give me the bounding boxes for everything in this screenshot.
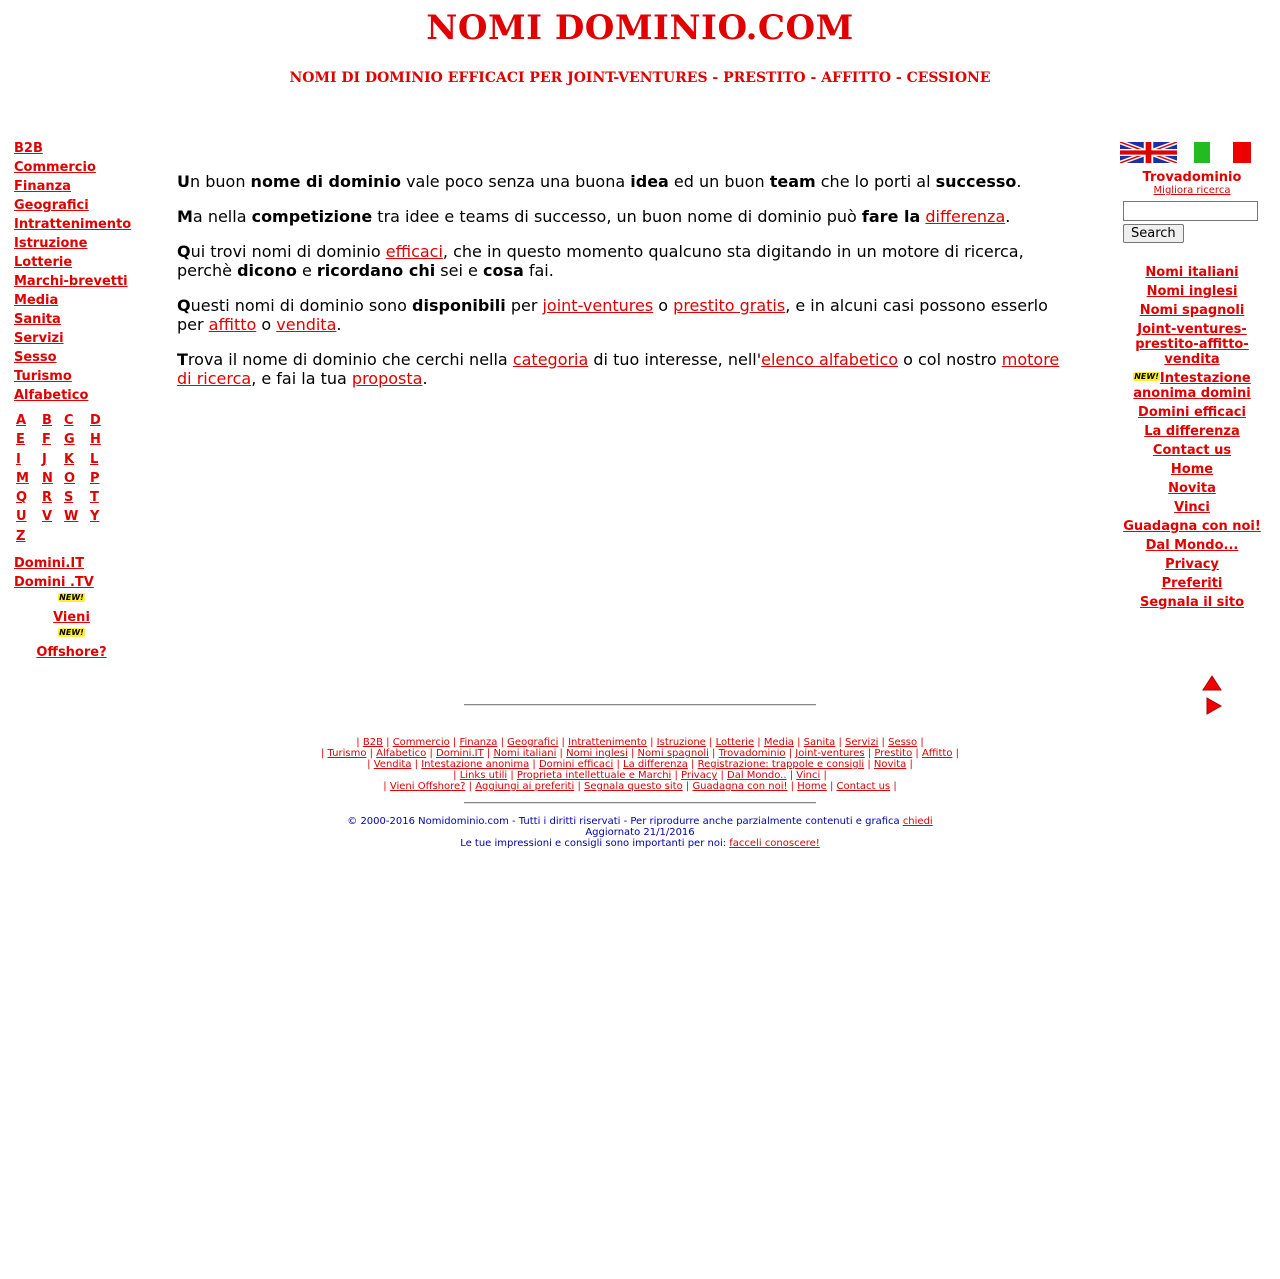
letter-link-h[interactable]: H — [90, 432, 101, 448]
letter-link-w[interactable]: W — [64, 509, 79, 525]
footer-copyright — [0, 816, 1280, 849]
site-subtitle: NOMI DI DOMINIO EFFICACI PER JOINT-VENTURES - PRESTITO - AFFITTO - CESSIONE — [289, 70, 991, 86]
footer-link-registrazione-trappole-e-consigli[interactable]: Registrazione: trappole e consigli — [697, 759, 865, 770]
sidebar-item-commercio[interactable]: Commercio — [14, 160, 96, 175]
intro-paragraph-1 — [177, 172, 1072, 191]
elenco-alfabetico-link[interactable]: elenco alfabetico — [761, 350, 899, 369]
right-nav-nomi-italiani[interactable]: Nomi italiani — [1145, 265, 1239, 280]
new-badge-icon: NEW! — [1134, 372, 1159, 381]
letter-link-m[interactable]: M — [16, 470, 29, 486]
footer-link-contact-us[interactable]: Contact us — [836, 781, 891, 792]
letter-link-j[interactable]: J — [42, 451, 47, 467]
sidebar-item-lotterie[interactable]: Lotterie — [14, 255, 73, 270]
footer-link-domini-efficaci[interactable]: Domini efficaci — [538, 759, 614, 770]
text: , e in alcuni casi possono esserlo per — [177, 296, 1048, 334]
italy-flag-red-icon[interactable] — [1233, 142, 1251, 163]
letter-link-y[interactable]: Y — [90, 509, 100, 525]
sidebar-item-sanita[interactable]: Sanita — [14, 312, 61, 327]
footer-link-turismo[interactable]: Turismo — [327, 748, 367, 759]
footer-link-aggiungi-ai-preferiti[interactable]: Aggiungi ai preferiti — [475, 781, 575, 792]
domini-it-link[interactable]: Domini.IT — [14, 556, 85, 572]
text: a nella — [192, 207, 252, 226]
vendita-link[interactable]: vendita — [276, 315, 337, 334]
footer-link-sesso[interactable]: Sesso — [888, 737, 918, 748]
domini-tv-link[interactable]: Domini .TV — [14, 575, 94, 591]
divider — [464, 704, 816, 706]
footer-row: | Links utili | Proprieta intellettuale e Marchi | Privacy | Dal Mondo.. | Vinci | — [453, 770, 827, 781]
text: o col nostro — [898, 350, 1002, 369]
text: o — [653, 296, 674, 315]
right-nav-domini-efficaci[interactable]: Domini efficaci — [1138, 405, 1246, 420]
text: fai. — [523, 261, 554, 280]
alphabet-index — [14, 411, 164, 546]
letter-link-f[interactable]: F — [42, 432, 51, 448]
letter-link-z[interactable]: Z — [16, 528, 26, 544]
right-nav-nomi-spagnoli[interactable]: Nomi spagnoli — [1139, 303, 1245, 318]
footer-row: | Vieni Offshore? | Aggiungi ai preferiti | Segnala questo sito | Guadagna con noi! | Home | Contact us | — [383, 781, 897, 792]
sidebar-item-servizi[interactable]: Servizi — [14, 331, 64, 346]
initial-letter: T — [177, 350, 188, 369]
right-nav-intestazione-anonima-domini[interactable] — [1118, 369, 1266, 403]
footer-link-trovadominio[interactable]: Trovadominio — [718, 748, 786, 759]
intro-paragraph-3 — [177, 242, 1072, 280]
footer-link-vieni-offshore[interactable]: Vieni Offshore? — [389, 781, 466, 792]
right-nav-la-differenza[interactable]: La differenza — [1144, 424, 1240, 439]
footer-link-finanza[interactable]: Finanza — [459, 737, 498, 748]
right-nav-novita[interactable]: Novita — [1168, 481, 1216, 496]
text: ui trovi nomi di dominio — [190, 242, 386, 261]
copyright-text: © 2000-2016 Nomidominio.com - Tutti i diritti riservati - Per riprodurre anche parzialmente contenuti e grafica — [347, 816, 903, 827]
footer-link-nomi-italiani[interactable]: Nomi italiani — [493, 748, 557, 759]
bold-text: cosa — [482, 261, 524, 280]
letter-link-s[interactable]: S — [64, 490, 74, 506]
sidebar-item-finanza[interactable]: Finanza — [14, 179, 71, 194]
footer-link-affitto[interactable]: Affitto — [921, 748, 953, 759]
updated-date: Aggiornato 21/1/2016 — [585, 827, 695, 838]
categoria-link[interactable]: categoria — [512, 350, 589, 369]
initial-letter: M — [177, 207, 193, 226]
letter-link-g[interactable]: G — [64, 432, 75, 448]
right-nav-guadagna-con-noi[interactable]: Guadagna con noi! — [1123, 519, 1261, 534]
bold-text: fare la — [861, 207, 921, 226]
text: ed un buon — [668, 172, 770, 191]
sidebar-item-istruzione[interactable]: Istruzione — [14, 236, 88, 251]
right-nav-contact-us[interactable]: Contact us — [1152, 443, 1232, 458]
right-nav-label: Intestazione anonima domini — [1133, 371, 1251, 401]
right-nav-privacy[interactable]: Privacy — [1165, 557, 1219, 572]
footer-link-prestito[interactable]: Prestito — [874, 748, 913, 759]
vieni-link[interactable]: Vieni — [53, 610, 90, 626]
footer-link-domini-it[interactable]: Domini.IT — [436, 748, 484, 759]
footer-link-guadagna-con-noi[interactable]: Guadagna con noi! — [692, 781, 788, 792]
right-nav-vinci[interactable]: Vinci — [1174, 500, 1210, 515]
bold-text: successo — [935, 172, 1017, 191]
text: per — [505, 296, 543, 315]
footer-link-sanita[interactable]: Sanita — [803, 737, 836, 748]
footer-link-home[interactable]: Home — [797, 781, 827, 792]
footer-link-b2b[interactable]: B2B — [362, 737, 383, 748]
efficaci-link[interactable]: efficaci — [385, 242, 443, 261]
letter-link-b[interactable]: B — [42, 413, 52, 428]
text: o — [256, 315, 277, 334]
left-extra-links — [14, 554, 164, 662]
bold-text: competizione — [251, 207, 373, 226]
footer-link-commercio[interactable]: Commercio — [392, 737, 450, 748]
arrow-right-icon[interactable] — [1206, 697, 1222, 715]
text: , che in questo momento qualcuno sta digitando in un motore di ricerca, perchè — [177, 242, 1024, 280]
footer-link-proprieta-intellettuale-e-marchi[interactable]: Proprieta intellettuale e Marchi — [516, 770, 672, 781]
text: . — [1005, 207, 1011, 226]
italy-flag-icon[interactable] — [1194, 142, 1210, 163]
left-sidebar — [14, 139, 164, 662]
footer-link-intestazione-anonima[interactable]: Intestazione anonima — [421, 759, 530, 770]
new-badge-icon: NEW! — [59, 628, 84, 638]
search-button[interactable]: Search — [1123, 224, 1184, 243]
initial-letter: Q — [177, 242, 191, 261]
text: tra idee e teams di successo, un buon nome di dominio può — [372, 207, 862, 226]
letter-link-i[interactable]: I — [16, 451, 21, 467]
trovadominio-title: Trovadominio — [1142, 170, 1242, 185]
text: sei e — [435, 261, 483, 280]
bold-text: idea — [630, 172, 669, 191]
sidebar-item-geografici[interactable]: Geografici — [14, 198, 89, 213]
text: e — [296, 261, 317, 280]
footer-link-joint-ventures[interactable]: Joint-ventures — [795, 748, 865, 759]
text: n buon — [190, 172, 251, 191]
footer-link-vendita[interactable]: Vendita — [373, 759, 412, 770]
letter-link-v[interactable]: V — [42, 509, 53, 525]
offshore-promo — [14, 592, 129, 662]
text: rova il nome di dominio che cerchi nella — [187, 350, 513, 369]
text: che lo porti al — [815, 172, 936, 191]
feedback-text: Le tue impressioni e consigli sono importanti per noi: — [460, 838, 730, 849]
footer-row: | B2B | Commercio | Finanza | Geografici | Intrattenimento | Istruzione | Lotterie | Media | Sanita | Servizi | Sesso | — [356, 737, 924, 748]
letter-link-q[interactable]: Q — [16, 490, 28, 506]
migliora-ricerca-link[interactable]: Migliora ricerca — [1153, 185, 1231, 196]
footer-link-novita[interactable]: Novita — [873, 759, 907, 770]
text: . — [422, 369, 428, 388]
letter-link-e[interactable]: E — [16, 432, 25, 448]
feedback-link[interactable]: facceli conoscere! — [729, 838, 820, 849]
proposta-link[interactable]: proposta — [351, 369, 423, 388]
text: vale poco senza una buona — [401, 172, 631, 191]
footer-row: | Vendita | Intestazione anonima | Domini efficaci | La differenza | Registrazione: trappole e consigli | Novita | — [367, 759, 913, 770]
footer-link-servizi[interactable]: Servizi — [845, 737, 879, 748]
prestito-gratis-link[interactable]: prestito gratis — [673, 296, 786, 315]
footer-link-nomi-inglesi[interactable]: Nomi inglesi — [566, 748, 628, 759]
language-flags — [1118, 142, 1266, 164]
right-nav-segnala-il-sito[interactable]: Segnala il sito — [1139, 595, 1245, 610]
differenza-link[interactable]: differenza — [925, 207, 1006, 226]
bold-text: team — [769, 172, 816, 191]
sidebar-item-marchi-brevetti[interactable]: Marchi-brevetti — [14, 274, 128, 289]
footer-link-geografici[interactable]: Geografici — [507, 737, 559, 748]
joint-ventures-link[interactable]: joint-ventures — [542, 296, 654, 315]
footer-link-dal-mondo[interactable]: Dal Mondo.. — [727, 770, 787, 781]
letter-link-l[interactable]: L — [90, 451, 99, 467]
text: . — [336, 315, 342, 334]
letter-link-u[interactable]: U — [16, 509, 27, 525]
letter-link-n[interactable]: N — [42, 470, 53, 486]
letter-link-a[interactable]: A — [16, 413, 27, 428]
footer-link-vinci[interactable]: Vinci — [796, 770, 821, 781]
right-nav-list — [1118, 263, 1266, 612]
divider — [464, 802, 816, 804]
motore-di-ricerca-link[interactable]: motore di ricerca — [177, 350, 1060, 388]
sidebar-item-b2b[interactable]: B2B — [14, 141, 43, 156]
footer-link-nomi-spagnoli[interactable]: Nomi spagnoli — [637, 748, 709, 759]
category-list — [14, 139, 164, 405]
letter-link-c[interactable]: C — [64, 413, 74, 428]
footer-link-istruzione[interactable]: Istruzione — [656, 737, 706, 748]
site-title: NOMI DOMINIO.COM — [426, 8, 854, 48]
letter-link-k[interactable]: K — [64, 451, 75, 467]
search-form — [1118, 201, 1266, 243]
footer-row: | Turismo | Alfabetico | Domini.IT | Nomi italiani | Nomi inglesi | Nomi spagnoli | Trovadominio | Joint-ventures | Prestito | Affitto | — [320, 748, 959, 759]
footer-link-links-utili[interactable]: Links utili — [459, 770, 508, 781]
right-nav-preferiti[interactable]: Preferiti — [1161, 576, 1223, 591]
new-badge-icon: NEW! — [59, 593, 84, 603]
text: di tuo interesse, nell' — [588, 350, 762, 369]
chiedi-link[interactable]: chiedi — [902, 816, 933, 827]
bold-text: dicono — [237, 261, 297, 280]
footer-link-privacy[interactable]: Privacy — [681, 770, 718, 781]
right-nav-joint-ventures-prestito-affitto-vendita[interactable]: Joint-ventures-prestito-affitto-vendita — [1135, 322, 1249, 367]
arrow-up-icon[interactable] — [1202, 675, 1222, 691]
bold-text: disponibili — [412, 296, 506, 315]
bold-text: ricordano chi — [316, 261, 436, 280]
affitto-link[interactable]: affitto — [208, 315, 257, 334]
footer-link-alfabetico[interactable]: Alfabetico — [376, 748, 427, 759]
text: , e fai la tua — [251, 369, 352, 388]
right-nav-dal-mondo[interactable]: Dal Mondo... — [1145, 538, 1239, 553]
uk-flag-icon[interactable] — [1120, 142, 1177, 163]
footer-link-media[interactable]: Media — [763, 737, 794, 748]
footer-link-lotterie[interactable]: Lotterie — [715, 737, 755, 748]
search-input[interactable] — [1123, 201, 1258, 221]
sidebar-item-alfabetico[interactable]: Alfabetico — [14, 388, 89, 403]
right-nav-nomi-inglesi[interactable]: Nomi inglesi — [1146, 284, 1238, 299]
main-content — [177, 172, 1072, 404]
intro-paragraph-2 — [177, 207, 1072, 226]
letter-link-t[interactable]: T — [90, 490, 99, 506]
footer-links — [0, 737, 1280, 792]
sidebar-item-sesso[interactable]: Sesso — [14, 350, 57, 365]
intro-paragraph-4 — [177, 296, 1072, 334]
footer-link-intrattenimento[interactable]: Intrattenimento — [568, 737, 647, 748]
right-sidebar — [1118, 142, 1266, 612]
intro-paragraph-5 — [177, 350, 1072, 388]
letter-link-r[interactable]: R — [42, 490, 53, 506]
letter-link-d[interactable]: D — [90, 413, 101, 428]
sidebar-item-turismo[interactable]: Turismo — [14, 369, 72, 384]
footer-link-segnala-questo-sito[interactable]: Segnala questo sito — [584, 781, 683, 792]
right-nav-home[interactable]: Home — [1170, 462, 1214, 477]
bold-text: nome di dominio — [250, 172, 401, 191]
sidebar-item-media[interactable]: Media — [14, 293, 59, 308]
initial-letter: U — [177, 172, 190, 191]
letter-link-o[interactable]: O — [64, 470, 76, 486]
footer-link-la-differenza[interactable]: La differenza — [623, 759, 688, 770]
text: . — [1016, 172, 1022, 191]
text: uesti nomi di dominio sono — [190, 296, 413, 315]
initial-letter: Q — [177, 296, 191, 315]
sidebar-item-intrattenimento[interactable]: Intrattenimento — [14, 217, 132, 232]
offshore-link[interactable]: Offshore? — [36, 645, 107, 661]
letter-link-p[interactable]: P — [90, 470, 100, 486]
